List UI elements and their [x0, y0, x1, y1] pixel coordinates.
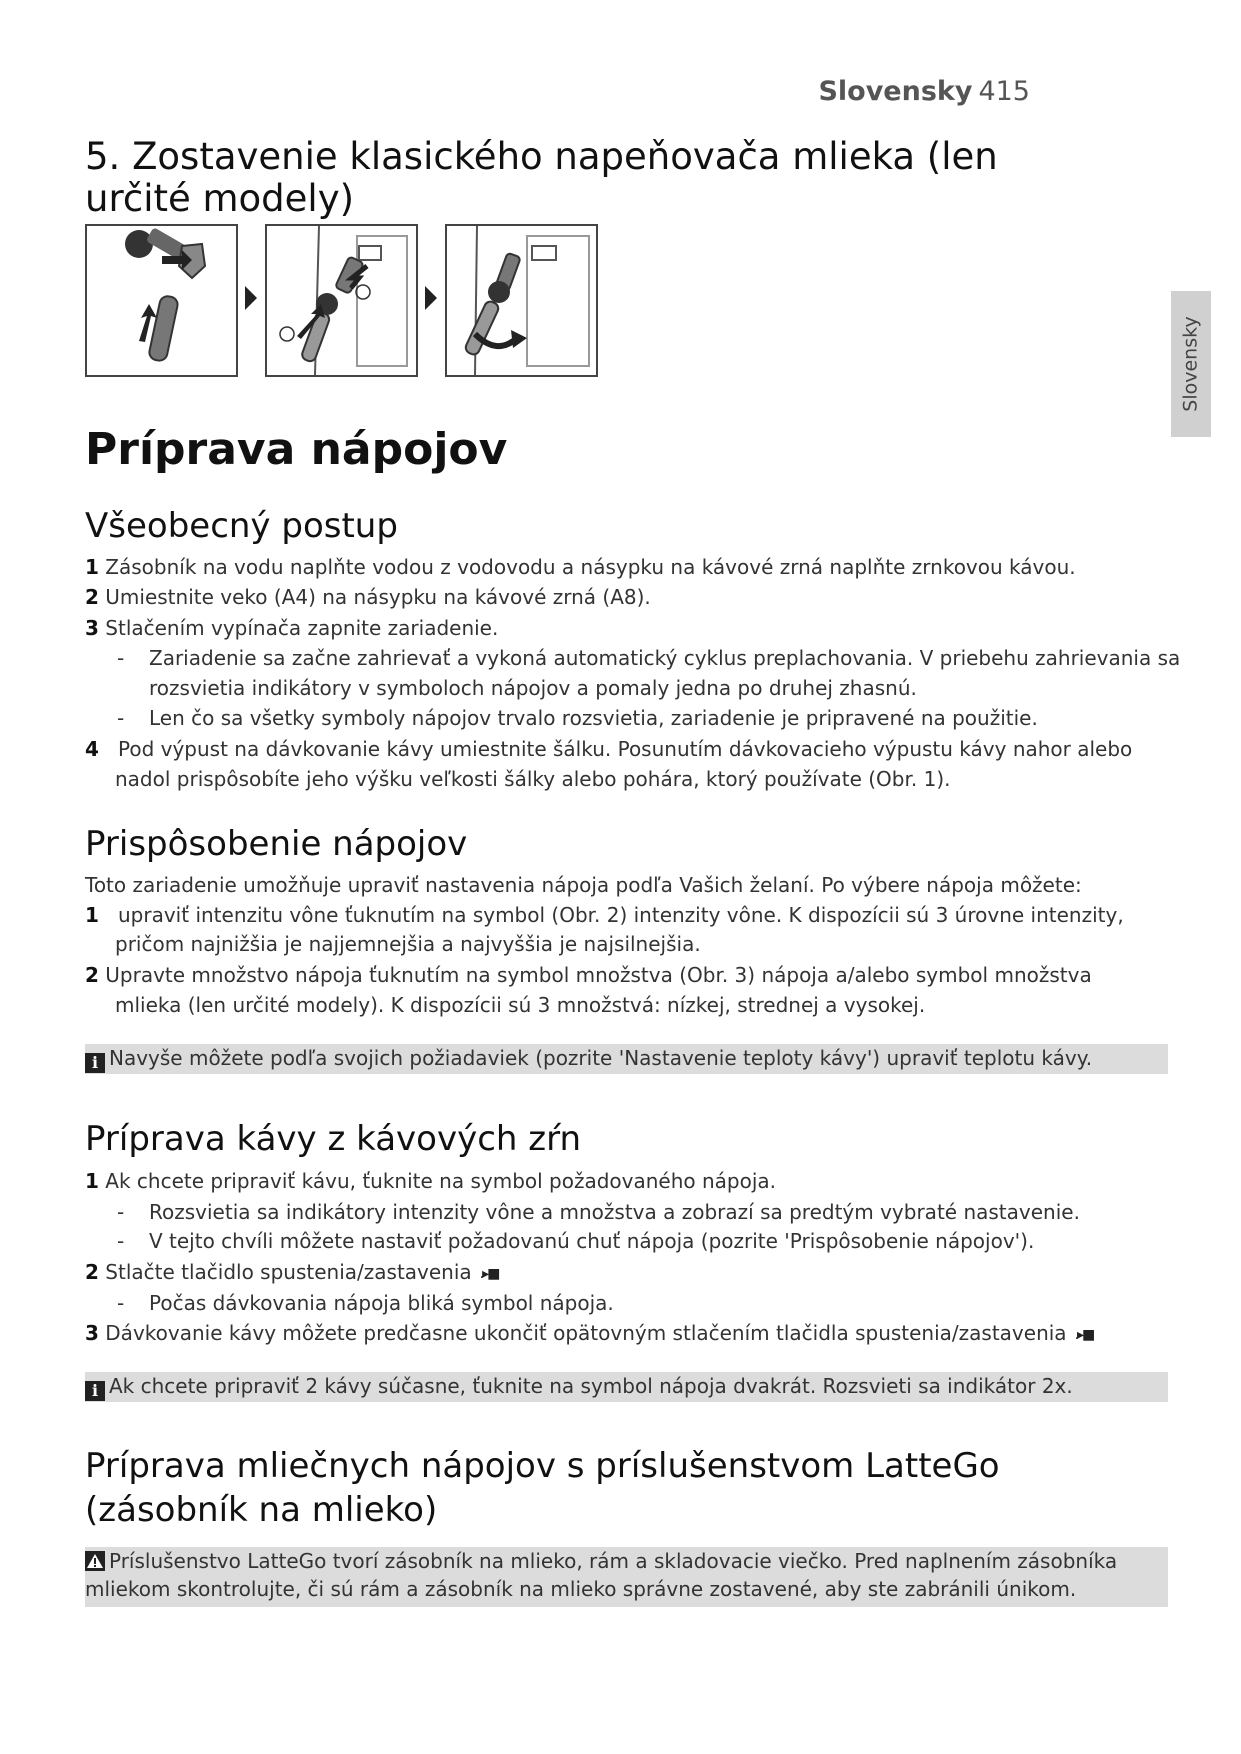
list-item-cont: pričom najnižšia je najjemnejšia a najvyššia je najsilnejšia. [115, 932, 701, 956]
info-note: i Ak chcete pripraviť 2 kávy súčasne, ťuknite na symbol nápoja dvakrát. Rozsvieti sa indikátor 2x. [85, 1372, 1168, 1402]
customize-title: Prispôsobenie nápojov [85, 824, 468, 864]
main-title: Príprava nápojov [85, 424, 508, 475]
side-language-tab [1171, 291, 1211, 437]
step-arrow [245, 286, 257, 310]
figure-step-1 [85, 224, 238, 377]
list-item: 2 Umiestnite veko (A4) na násypku na kávové zrná (A8). [85, 585, 651, 609]
list-subitem: Rozsvietia sa indikátory intenzity vône a množstva a zobrazí sa predtým vybraté nastavenie. [149, 1200, 1080, 1224]
figure-step-3 [445, 224, 598, 377]
list-item: 2 Upravte množstvo nápoja ťuknutím na symbol množstva (Obr. 3) nápoja a/alebo symbol množstva [85, 963, 1092, 987]
warning-note: Príslušenstvo LatteGo tvorí zásobník na mlieko, rám a skladovacie viečko. Pred naplnením zásobníka mliekom skontrolujte, či sú rám a zásobník na mlieko správne zostavené, aby ste zabránili únikom. [85, 1547, 1168, 1607]
page-header [818, 76, 1030, 107]
general-title: Všeobecný postup [85, 506, 398, 546]
list-subitem: rozsvietia indikátory v symboloch nápojov a pomaly jedna po druhej zhasnú. [149, 676, 917, 700]
list-item: 1 Zásobník na vodu naplňte vodou z vodovodu a násypku na kávové zrná naplňte zrnkovou kávou. [85, 555, 1076, 579]
lattego-title: Príprava mliečnych nápojov s príslušenstvom LatteGo (zásobník na mlieko) [85, 1446, 1000, 1530]
list-item: 3 Stlačením vypínača zapnite zariadenie. [85, 616, 499, 640]
customize-intro: Toto zariadenie umožňuje upraviť nastavenia nápoja podľa Vašich želaní. Po výbere nápoja môžete: [85, 873, 1082, 897]
list-item-cont: nadol prispôsobíte jeho výšku veľkosti šálky alebo pohára, ktorý používate (Obr. 1). [115, 767, 951, 791]
info-icon: i [85, 1053, 105, 1073]
list-subitem: Len čo sa všetky symboly nápojov trvalo rozsvietia, zariadenie je pripravené na použitie. [149, 706, 1038, 730]
info-note: i Navyše môžete podľa svojich požiadaviek (pozrite 'Nastavenie teploty kávy') upraviť teplotu kávy. [85, 1044, 1168, 1074]
list-item: 1 upraviť intenzitu vône ťuknutím na symbol (Obr. 2) intenzity vône. K dispozícii sú 3 úrovne intenzity, [85, 903, 1124, 927]
figure-step-2 [265, 224, 418, 377]
list-item-cont: mlieka (len určité modely). K dispozícii sú 3 množstvá: nízkej, strednej a vysokej. [115, 993, 926, 1017]
list-subitem: Zariadenie sa začne zahrievať a vykoná automatický cyklus preplachovania. V priebehu zahrievania sa [149, 646, 1181, 670]
list-subitem: V tejto chvíli môžete nastaviť požadovanú chuť nápoja (pozrite 'Prispôsobenie nápojov'). [149, 1229, 1035, 1253]
page-number: 415 [978, 76, 1030, 107]
warning-icon [85, 1551, 105, 1571]
start-stop-icon: .▸■ [479, 1266, 499, 1282]
side-tab-label: Slovensky [1180, 316, 1203, 412]
list-item: 4 Pod výpust na dávkovanie kávy umiestnite šálku. Posunutím dávkovacieho výpustu kávy nahor alebo [85, 737, 1133, 761]
list-subitem: Počas dávkovania nápoja bliká symbol nápoja. [149, 1291, 614, 1315]
step-arrow [425, 286, 437, 310]
section5-title: 5. Zostavenie klasického napeňovača mlieka (len určité modely) [85, 135, 998, 220]
list-item: 3 Dávkovanie kávy môžete predčasne ukončiť opätovným stlačením tlačidla spustenia/zastavenia .▸■ [85, 1318, 1093, 1350]
info-icon: i [85, 1381, 105, 1401]
beans-title: Príprava kávy z kávových zŕn [85, 1119, 582, 1159]
start-stop-icon: .▸■ [1074, 1327, 1094, 1343]
list-item: 1 Ak chcete pripraviť kávu, ťuknite na symbol požadovaného nápoja. [85, 1169, 777, 1193]
list-item: 2 Stlačte tlačidlo spustenia/zastavenia .▸■ [85, 1257, 498, 1289]
header-language: Slovensky [818, 76, 973, 107]
